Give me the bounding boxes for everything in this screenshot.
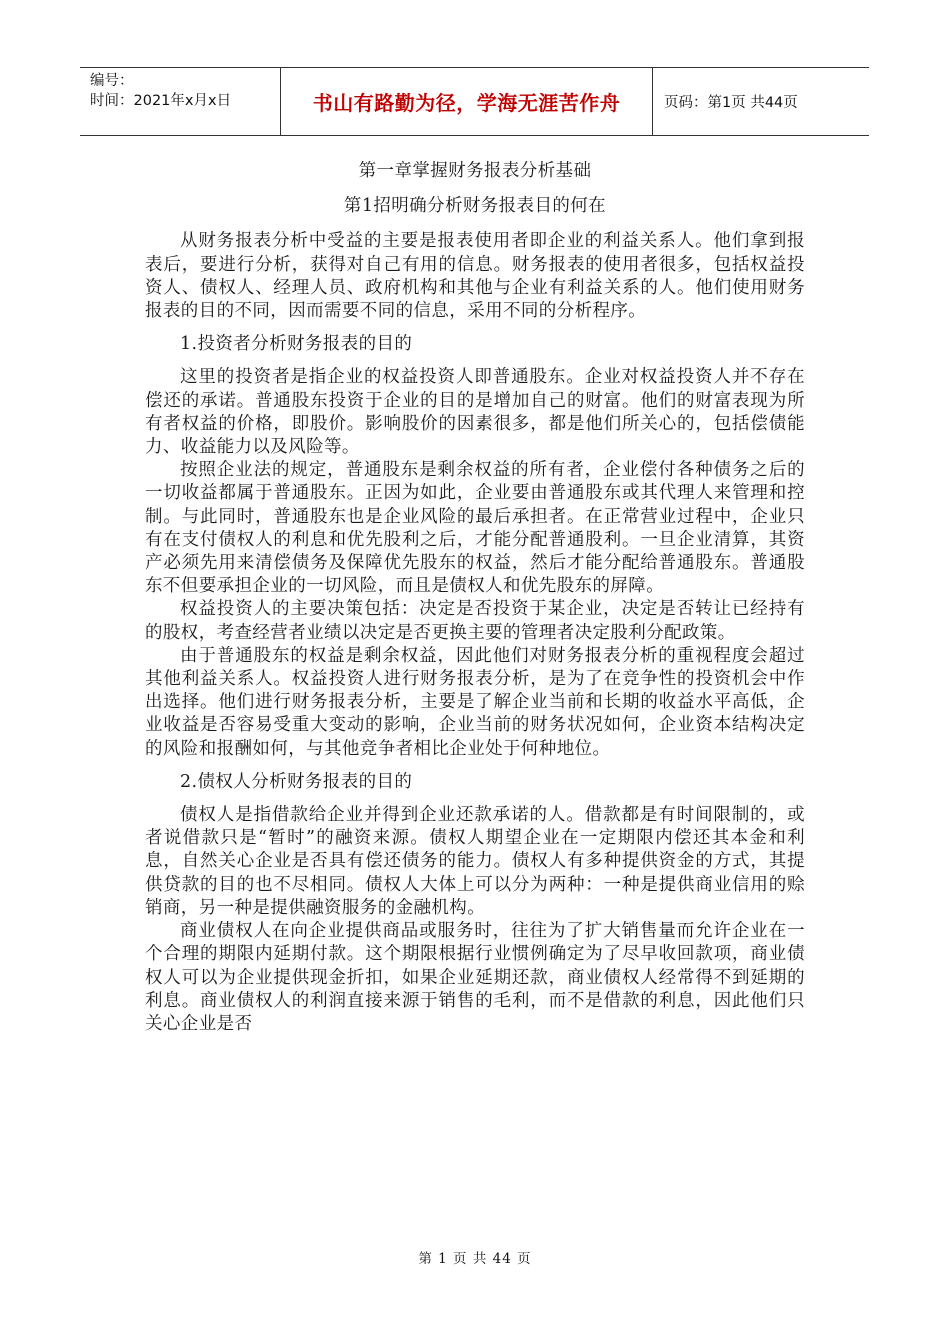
- section-title: 第1招明确分析财务报表目的何在: [343, 196, 607, 217]
- page-header: [80, 67, 869, 136]
- paragraph: 商业债权人在向企业提供商品或服务时，往往为了扩大销售量而允许企业在一个合理的期限内延期付款。这个期限根据行业惯例确定为了尽早收回款项，商业债权人可以为企业提供现金折扣，如果企业延期还款，商业债权人经常得不到延期的利息。商业债权人的利润直接来源于销售的毛利，而不是借款的利息，因此他们只关心企业是否: [145, 921, 805, 1034]
- chapter-title: 第一章掌握财务报表分析基础: [358, 161, 592, 181]
- paragraph: 这里的投资者是指企业的权益投资人即普通股东。企业对权益投资人并不存在偿还的承诺。普通股东投资于企业的目的是增加自己的财富。他们的财富表现为所有者权益的价格，即股价。影响股价的因素很多，都是他们所关心的，包括偿债能力、收益能力以及风险等。: [145, 367, 805, 458]
- header-motto: 书山有路勤为径，学海无涯苦作舟: [281, 68, 653, 135]
- document-body: [145, 160, 805, 1036]
- number-label: 编号：: [90, 73, 134, 89]
- header-page-info: 页码：第1页 共44页: [664, 95, 798, 111]
- paragraph: 由于普通股东的权益是剩余权益，因此他们对财务报表分析的重视程度会超过其他利益关系人。权益投资人进行财务报表分析，是为了在竞争性的投资机会中作出选择。他们进行财务报表分析，主要是了解企业当前和长期的收益水平高低，企业收益是否容易受重大变动的影响，企业当前的财务状况如何，企业资本结构决定的风险和报酬如何，与其他竞争者相比企业处于何种地位。: [145, 645, 805, 759]
- intro-paragraph: 从财务报表分析中受益的主要是报表使用者即企业的利益关系人。他们拿到报表后，要进行分析，获得对自己有用的信息。财务报表的使用者很多，包括权益投资人、债权人、经理人员、政府机构和其他与企业有利益关系的人。他们使用财务报表的目的不同，因而需要不同的信息，采用不同的分析程序。: [145, 231, 805, 322]
- page-footer: 第 1 页 共 44 页: [418, 1251, 532, 1267]
- time-label: 时间：2021年x月x日: [90, 93, 232, 109]
- paragraph: 债权人是指借款给企业并得到企业还款承诺的人。借款都是有时间限制的，或者说借款只是“暂时”的融资来源。债权人期望企业在一定期限内偿还其本金和利息，自然关心企业是否具有偿还债务的能力。债权人有多种提供资金的方式，其提供贷款的目的也不尽相同。债权人大体上可以分为两种：一种是提供商业信用的赊销商，另一种是提供融资服务的金融机构。: [145, 805, 805, 918]
- subsection-heading-creditors: 2.债权人分析财务报表的目的: [180, 771, 413, 792]
- paragraph: 按照企业法的规定，普通股东是剩余权益的所有者，企业偿付各种债务之后的一切收益都属于普通股东。正因为如此，企业要由普通股东或其代理人来管理和控制。与此同时，普通股东也是企业风险的最后承担者。在正常营业过程中，企业只有在支付债权人的利息和优先股利之后，才能分配普通股利。一旦企业清算，其资产必须先用来清偿债务及保障优先股东的权益，然后才能分配给普通股东。普通股东不但要承担企业的一切风险，而且是债权人和优先股东的屏障。: [145, 460, 805, 597]
- paragraph: 权益投资人的主要决策包括：决定是否投资于某企业，决定是否转让已经持有的股权，考查经营者业绩以决定是否更换主要的管理者决定股利分配政策。: [145, 599, 805, 643]
- subsection-heading-investors: 1.投资者分析财务报表的目的: [180, 334, 413, 355]
- header-meta: [80, 68, 281, 135]
